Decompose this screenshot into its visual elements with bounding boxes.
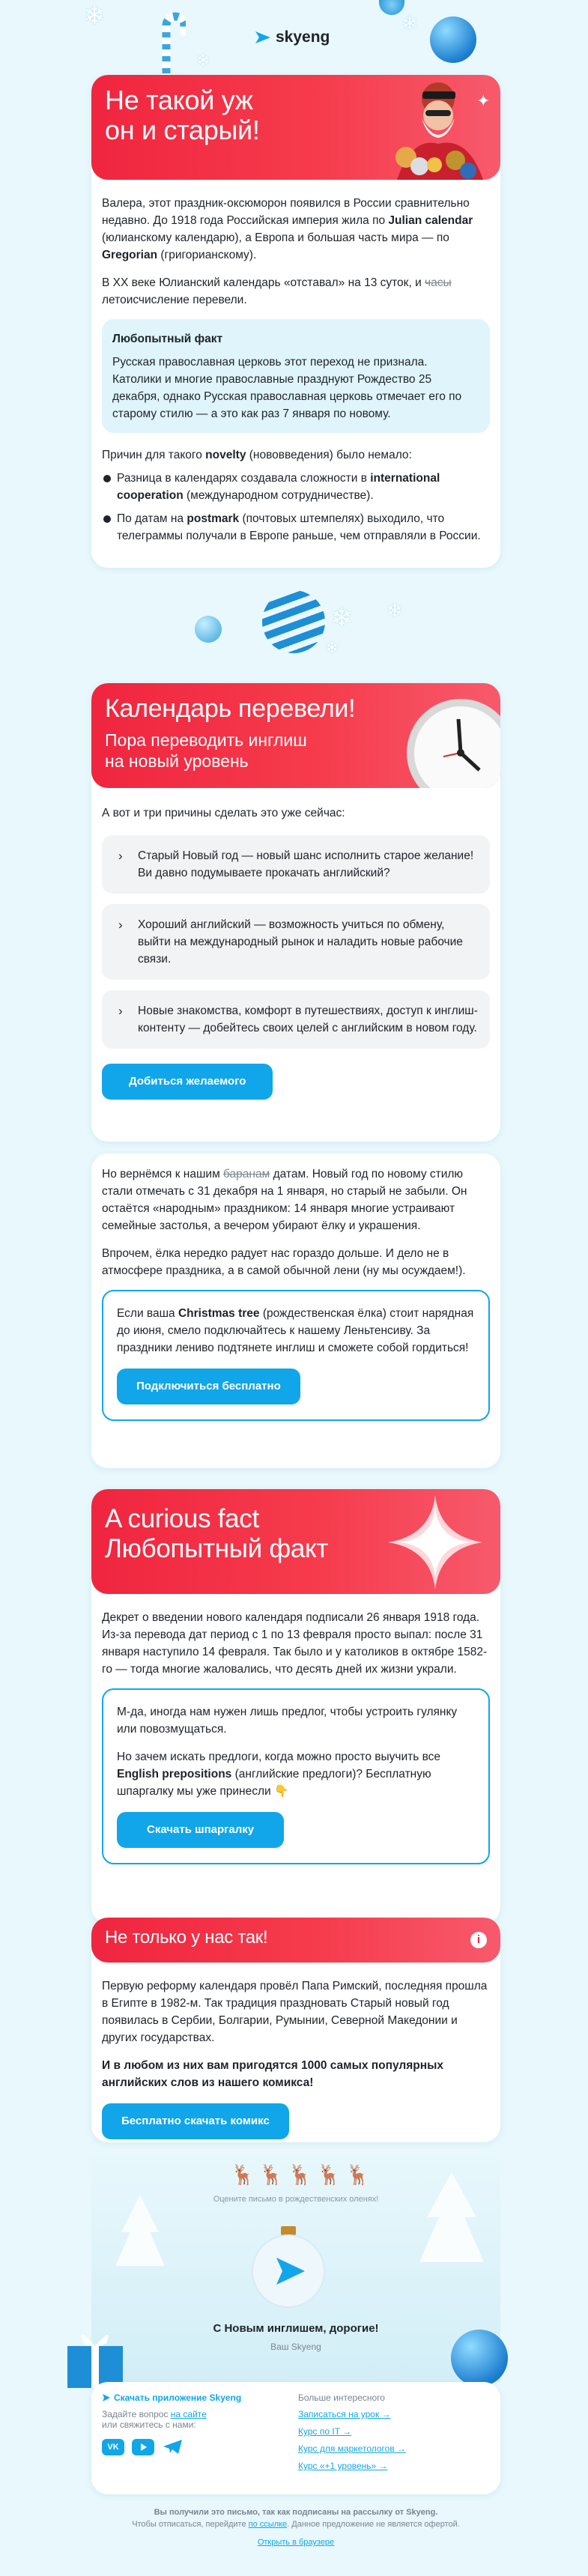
ornament-ball-icon — [262, 590, 325, 653]
notonly-title: Не только у нас так! — [105, 1927, 268, 1948]
achieve-button[interactable]: Добиться желаемого — [102, 1064, 273, 1100]
snowflake-icon: ❄ — [196, 51, 210, 70]
reindeer-icon[interactable]: 🦌 — [259, 2163, 284, 2186]
ornament-ball-icon — [379, 0, 404, 15]
more-title: Больше интересного — [298, 2392, 385, 2403]
reindeer-icon[interactable]: 🦌 — [345, 2163, 370, 2186]
calendar-subtitle — [105, 730, 307, 772]
prepositions-box — [102, 1688, 490, 1864]
curious-body — [91, 1594, 500, 1864]
vk-icon[interactable]: VK — [102, 2439, 124, 2455]
app-download-link[interactable]: Скачать приложение Skyeng — [102, 2392, 289, 2403]
snowflake-icon: ❄ — [387, 599, 403, 622]
calendar-subtitle-line2: на новый уровень — [105, 751, 249, 771]
intro-body — [91, 180, 500, 545]
greeting: С Новым инглишем, дорогие! — [213, 2322, 379, 2335]
footer-link-lesson[interactable]: Записаться на урок → — [298, 2409, 391, 2419]
tree-offer-box — [102, 1290, 490, 1421]
logo-mark-icon — [255, 31, 271, 44]
ornament-ball-icon — [430, 16, 476, 63]
calendar-card — [91, 683, 500, 1142]
reason-card-1: › Старый Новый год — новый шанс исполнить старое желание! Ви давно подумываете прокачать английский? — [102, 835, 490, 894]
rating-label: Оцените письмо в рождественских оленях! — [213, 2195, 379, 2204]
reindeer-icon[interactable]: 🦌 — [231, 2163, 255, 2186]
list-item: По датам на postmark (почтовых штемпелях) выходило, что телеграммы получали в Европе раньше, чем отправляли в России. — [102, 510, 490, 545]
intro-card — [91, 75, 500, 568]
reason-card-2: › Хороший английский — возможность учиться по обмену, выйти на международный рынок и наладить новые рабочие связи. — [102, 904, 490, 980]
prepositions-text-2: Но зачем искать предлоги, когда можно просто выучить все English prepositions (английские предлоги)? Бесплатную шпаргалку мы уже принесли 👇 — [117, 1751, 441, 1798]
download-cheatsheet-button[interactable]: Скачать шпаргалку — [117, 1812, 284, 1848]
notonly-card — [91, 1918, 500, 2142]
hero-title — [105, 85, 260, 145]
telegram-icon[interactable] — [162, 2439, 184, 2455]
clock-icon — [404, 697, 500, 788]
snowflake-icon: ❄ — [84, 1, 106, 30]
hero-banner — [91, 75, 500, 180]
calendar-body — [91, 788, 500, 1100]
note-line-1: Вы получили это письмо, так как подписаны на рассылку от Skyeng. — [154, 2508, 438, 2517]
curious-card — [91, 1489, 500, 1924]
footer-right — [298, 2392, 485, 2471]
brand-logo[interactable] — [255, 28, 330, 46]
chevron-right-icon: › — [118, 1004, 123, 1018]
notonly-body — [91, 1963, 500, 2139]
svg-text:✦: ✦ — [476, 92, 491, 111]
download-comics-button[interactable]: Бесплатно скачать комикс — [102, 2103, 289, 2139]
reindeer-icon[interactable]: 🦌 — [317, 2163, 342, 2186]
info-icon: i — [470, 1932, 487, 1948]
curious-title — [105, 1504, 328, 1564]
winter-scene — [91, 2150, 500, 2382]
notonly-paragraph-2: И в любом из них вам пригодятся 1000 самых популярных английских слов из нашего комикса! — [102, 2059, 443, 2089]
ornaments-decor — [91, 577, 500, 667]
unsubscribe-note — [91, 2506, 500, 2548]
reindeer-rating[interactable] — [231, 2163, 370, 2186]
chevron-right-icon: › — [118, 849, 123, 863]
calendar-banner — [91, 683, 500, 788]
youtube-icon[interactable] — [132, 2439, 154, 2455]
snowflake-icon: ❄ — [325, 638, 339, 657]
fact-box-text: Русская православная церковь этот переход не признала. Католики и многие православные празднуют Рождество 25 декабря, однако Русская православная церковь отмечает его по старому стилю — а это как раз 7 января по новому. — [112, 356, 462, 420]
notonly-banner — [91, 1918, 500, 1963]
signature: Ваш Skyeng — [270, 2342, 321, 2352]
intro-paragraph-2: В XX веке Юлианский календарь «отставал» на 13 суток, и часы летоисчисление перевели. — [102, 276, 452, 306]
footer-card — [91, 2382, 500, 2494]
reasons-lead: Причин для такого novelty (нововведения) было немало: — [102, 449, 412, 461]
calendar-title: Календарь перевели! — [105, 694, 356, 723]
curious-title-line2: Любопытный факт — [105, 1534, 329, 1563]
trees-decor — [418, 2172, 485, 2285]
curious-title-line1: A curious fact — [105, 1504, 259, 1533]
footer-link-marketing[interactable]: Курс для маркетологов → — [298, 2443, 407, 2454]
intro-paragraph-1: Валера, этот праздник-оксюморон появился в России сравнительно недавно. До 1918 года Российская империя жила по Julian calendar (юлианскому календарю), а Европа и большая часть мира — по Gregorian (григорианскому). — [102, 197, 473, 261]
ornament-ball-icon — [451, 2330, 508, 2386]
footer-left — [102, 2392, 289, 2455]
back-paragraph-2: Впрочем, ёлка нередко радует нас гораздо дольше. И дело не в атмосфере праздника, а в самой обычной лени (ну мы осуждаем!). — [102, 1247, 466, 1277]
fact-box-title: Любопытный факт — [112, 333, 223, 345]
connect-free-button[interactable]: Подключиться бесплатно — [117, 1369, 300, 1404]
note-line-2: Чтобы отписаться, перейдите по ссылке. Данное предложение не является офертой. — [132, 2520, 460, 2529]
curious-banner — [91, 1489, 500, 1594]
tree-offer-text: Если ваша Christmas tree (рождественская ёлка) стоит нарядная до июня, смело подключайтесь к нашему Леньтенсиву. За праздники лениво подтянете инглиш и сможете собой гордиться! — [117, 1307, 474, 1354]
logo-ornament-icon — [251, 2225, 326, 2309]
curious-paragraph: Декрет о введении нового календаря подписали 26 января 1918 года. Из-за перевода дат период с 1 по 13 февраля просто выпал: после 31 января наступило 14 февраля. Так было и у католиков в октябре 1582-го — тогда многие жаловались, что десять дней их жизни украли. — [102, 1611, 488, 1676]
chevron-right-icon: › — [118, 918, 123, 932]
santa-illustration — [345, 76, 494, 180]
logo-text: skyeng — [276, 28, 330, 46]
calendar-subtitle-line1: Пора переводить инглиш — [105, 730, 307, 750]
top-decor — [0, 0, 588, 82]
trees-decor — [114, 2195, 166, 2285]
app-logo-icon — [102, 2393, 111, 2402]
gift-box-icon — [61, 2330, 129, 2389]
candy-cane-icon — [156, 6, 186, 75]
back-card — [91, 1154, 500, 1468]
calendar-lead: А вот и три причины сделать это уже сейчас: — [102, 807, 345, 819]
reason-card-3: › Новые знакомства, комфорт в путешествиях, доступ к инглиш-контенту — добейтесь своих целей с английским в новом году. — [102, 990, 490, 1049]
reasons-list — [102, 470, 490, 545]
snowflake-icon: ❄ — [331, 604, 353, 632]
site-link[interactable]: на сайте — [170, 2409, 207, 2419]
footer-link-it[interactable]: Курс по IT → — [298, 2426, 352, 2437]
back-body — [91, 1154, 500, 1421]
sparkle-icon — [387, 1494, 484, 1591]
social-icons — [102, 2439, 289, 2455]
back-paragraph-1: Но вернёмся к нашим баранам датам. Новый год по новому стилю стали отмечать с 31 декабря на 1 января, но старый не забыли. Он остаётся «народным» праздником: 14 января многие устраивают семейные застолья, а вечером убирают ёлку и украшения. — [102, 1168, 467, 1232]
ornament-ball-icon — [195, 616, 222, 643]
notonly-paragraph-1: Первую реформу календаря провёл Папа Римский, последняя прошла в Египте в 1982-м. Так традиция праздновать Старый новый год появилась в Сербии, Болгарии, Румынии, Северной Македонии и других государствах. — [102, 1980, 488, 2044]
snowflake-icon: ❄ — [401, 12, 418, 34]
unsubscribe-link[interactable]: по ссылке — [248, 2520, 288, 2529]
open-in-browser-link[interactable]: Открыть в браузере — [257, 2538, 335, 2547]
hero-title-line1: Не такой уж — [105, 85, 253, 115]
contact-text: Задайте вопрос на сайте или свяжитесь с нами: — [102, 2409, 207, 2430]
reindeer-icon[interactable]: 🦌 — [288, 2163, 313, 2186]
footer-link-level[interactable]: Курс «+1 уровень» → — [298, 2461, 388, 2471]
hero-title-line2: он и старый! — [105, 115, 260, 145]
prepositions-text-1: М-да, иногда нам нужен лишь предлог, чтобы устроить гулянку или повозмущаться. — [117, 1706, 458, 1736]
fact-box — [102, 319, 490, 433]
list-item: Разница в календарях создавала сложности в international cooperation (международном сотрудничестве). — [102, 470, 490, 504]
